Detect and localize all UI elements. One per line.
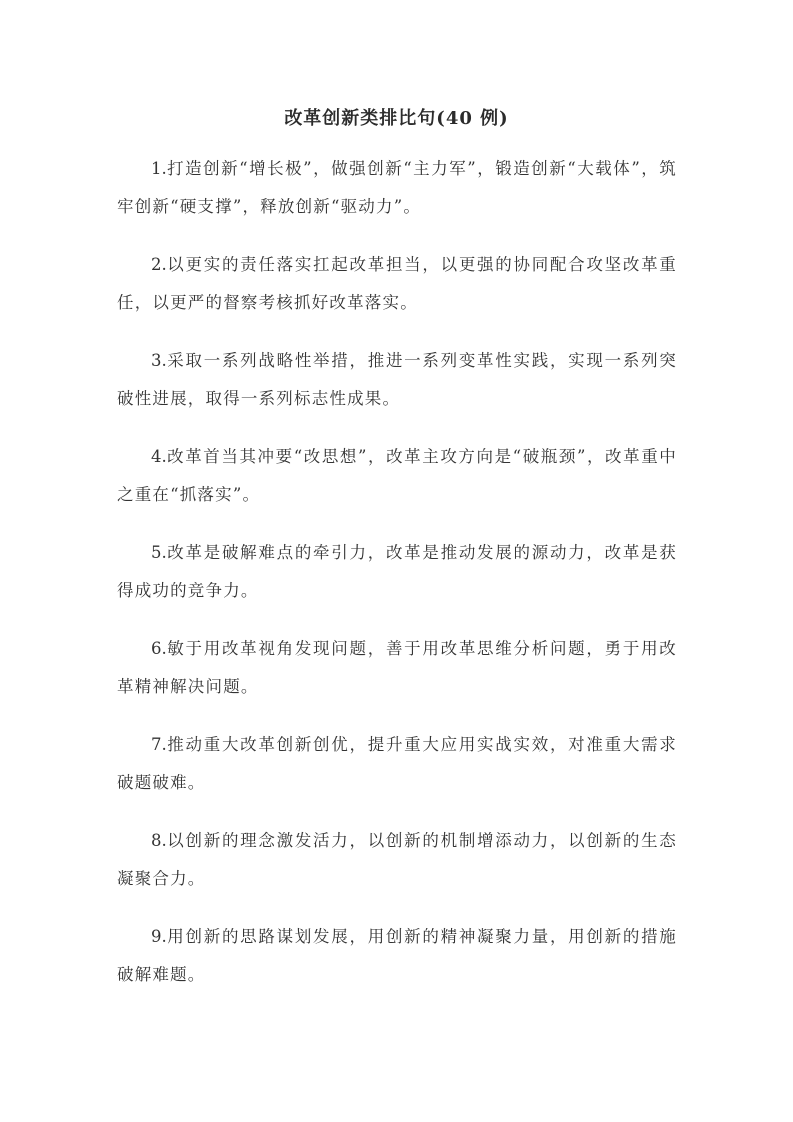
item-number: 7.: [151, 735, 167, 754]
item-text: 采取一系列战略性举措，推进一系列变革性实践，实现一系列突破性进展，取得一系列标志性成果。: [117, 351, 677, 408]
item-number: 9.: [151, 927, 167, 946]
item-number: 5.: [151, 543, 167, 562]
document-title: 改革创新类排比句(40 例): [284, 108, 509, 129]
item-number: 2.: [151, 255, 167, 274]
item-text: 以更实的责任落实扛起改革担当，以更强的协同配合攻坚改革重任，以更严的督察考核抓好改革落实。: [117, 255, 677, 312]
list-item: [117, 534, 677, 610]
list-item: [117, 150, 677, 226]
list-item: [117, 726, 677, 802]
item-text: 改革是破解难点的牵引力，改革是推动发展的源动力，改革是获得成功的竞争力。: [117, 543, 677, 600]
list-item: [117, 342, 677, 418]
item-text: 推动重大改革创新创优，提升重大应用实战实效，对准重大需求破题破难。: [117, 735, 677, 792]
list-item: [117, 822, 677, 898]
document-body: [117, 150, 677, 1014]
item-number: 8.: [151, 831, 167, 850]
list-item: [117, 630, 677, 706]
item-text: 以创新的理念激发活力，以创新的机制增添动力，以创新的生态凝聚合力。: [117, 831, 677, 888]
item-number: 1.: [151, 159, 167, 178]
item-number: 6.: [151, 639, 167, 658]
item-text: 改革首当其冲要“改思想”，改革主攻方向是“破瓶颈”，改革重中之重在“抓落实”。: [117, 447, 677, 504]
list-item: [117, 246, 677, 322]
list-item: [117, 918, 677, 994]
item-number: 3.: [151, 351, 167, 370]
item-text: 敏于用改革视角发现问题，善于用改革思维分析问题，勇于用改革精神解决问题。: [117, 639, 677, 696]
item-number: 4.: [151, 447, 167, 466]
list-item: [117, 438, 677, 514]
item-text: 打造创新“增长极”，做强创新“主力军”，锻造创新“大载体”，筑牢创新“硬支撑”，释放创新“驱动力”。: [117, 159, 677, 216]
item-text: 用创新的思路谋划发展，用创新的精神凝聚力量，用创新的措施破解难题。: [117, 927, 677, 984]
